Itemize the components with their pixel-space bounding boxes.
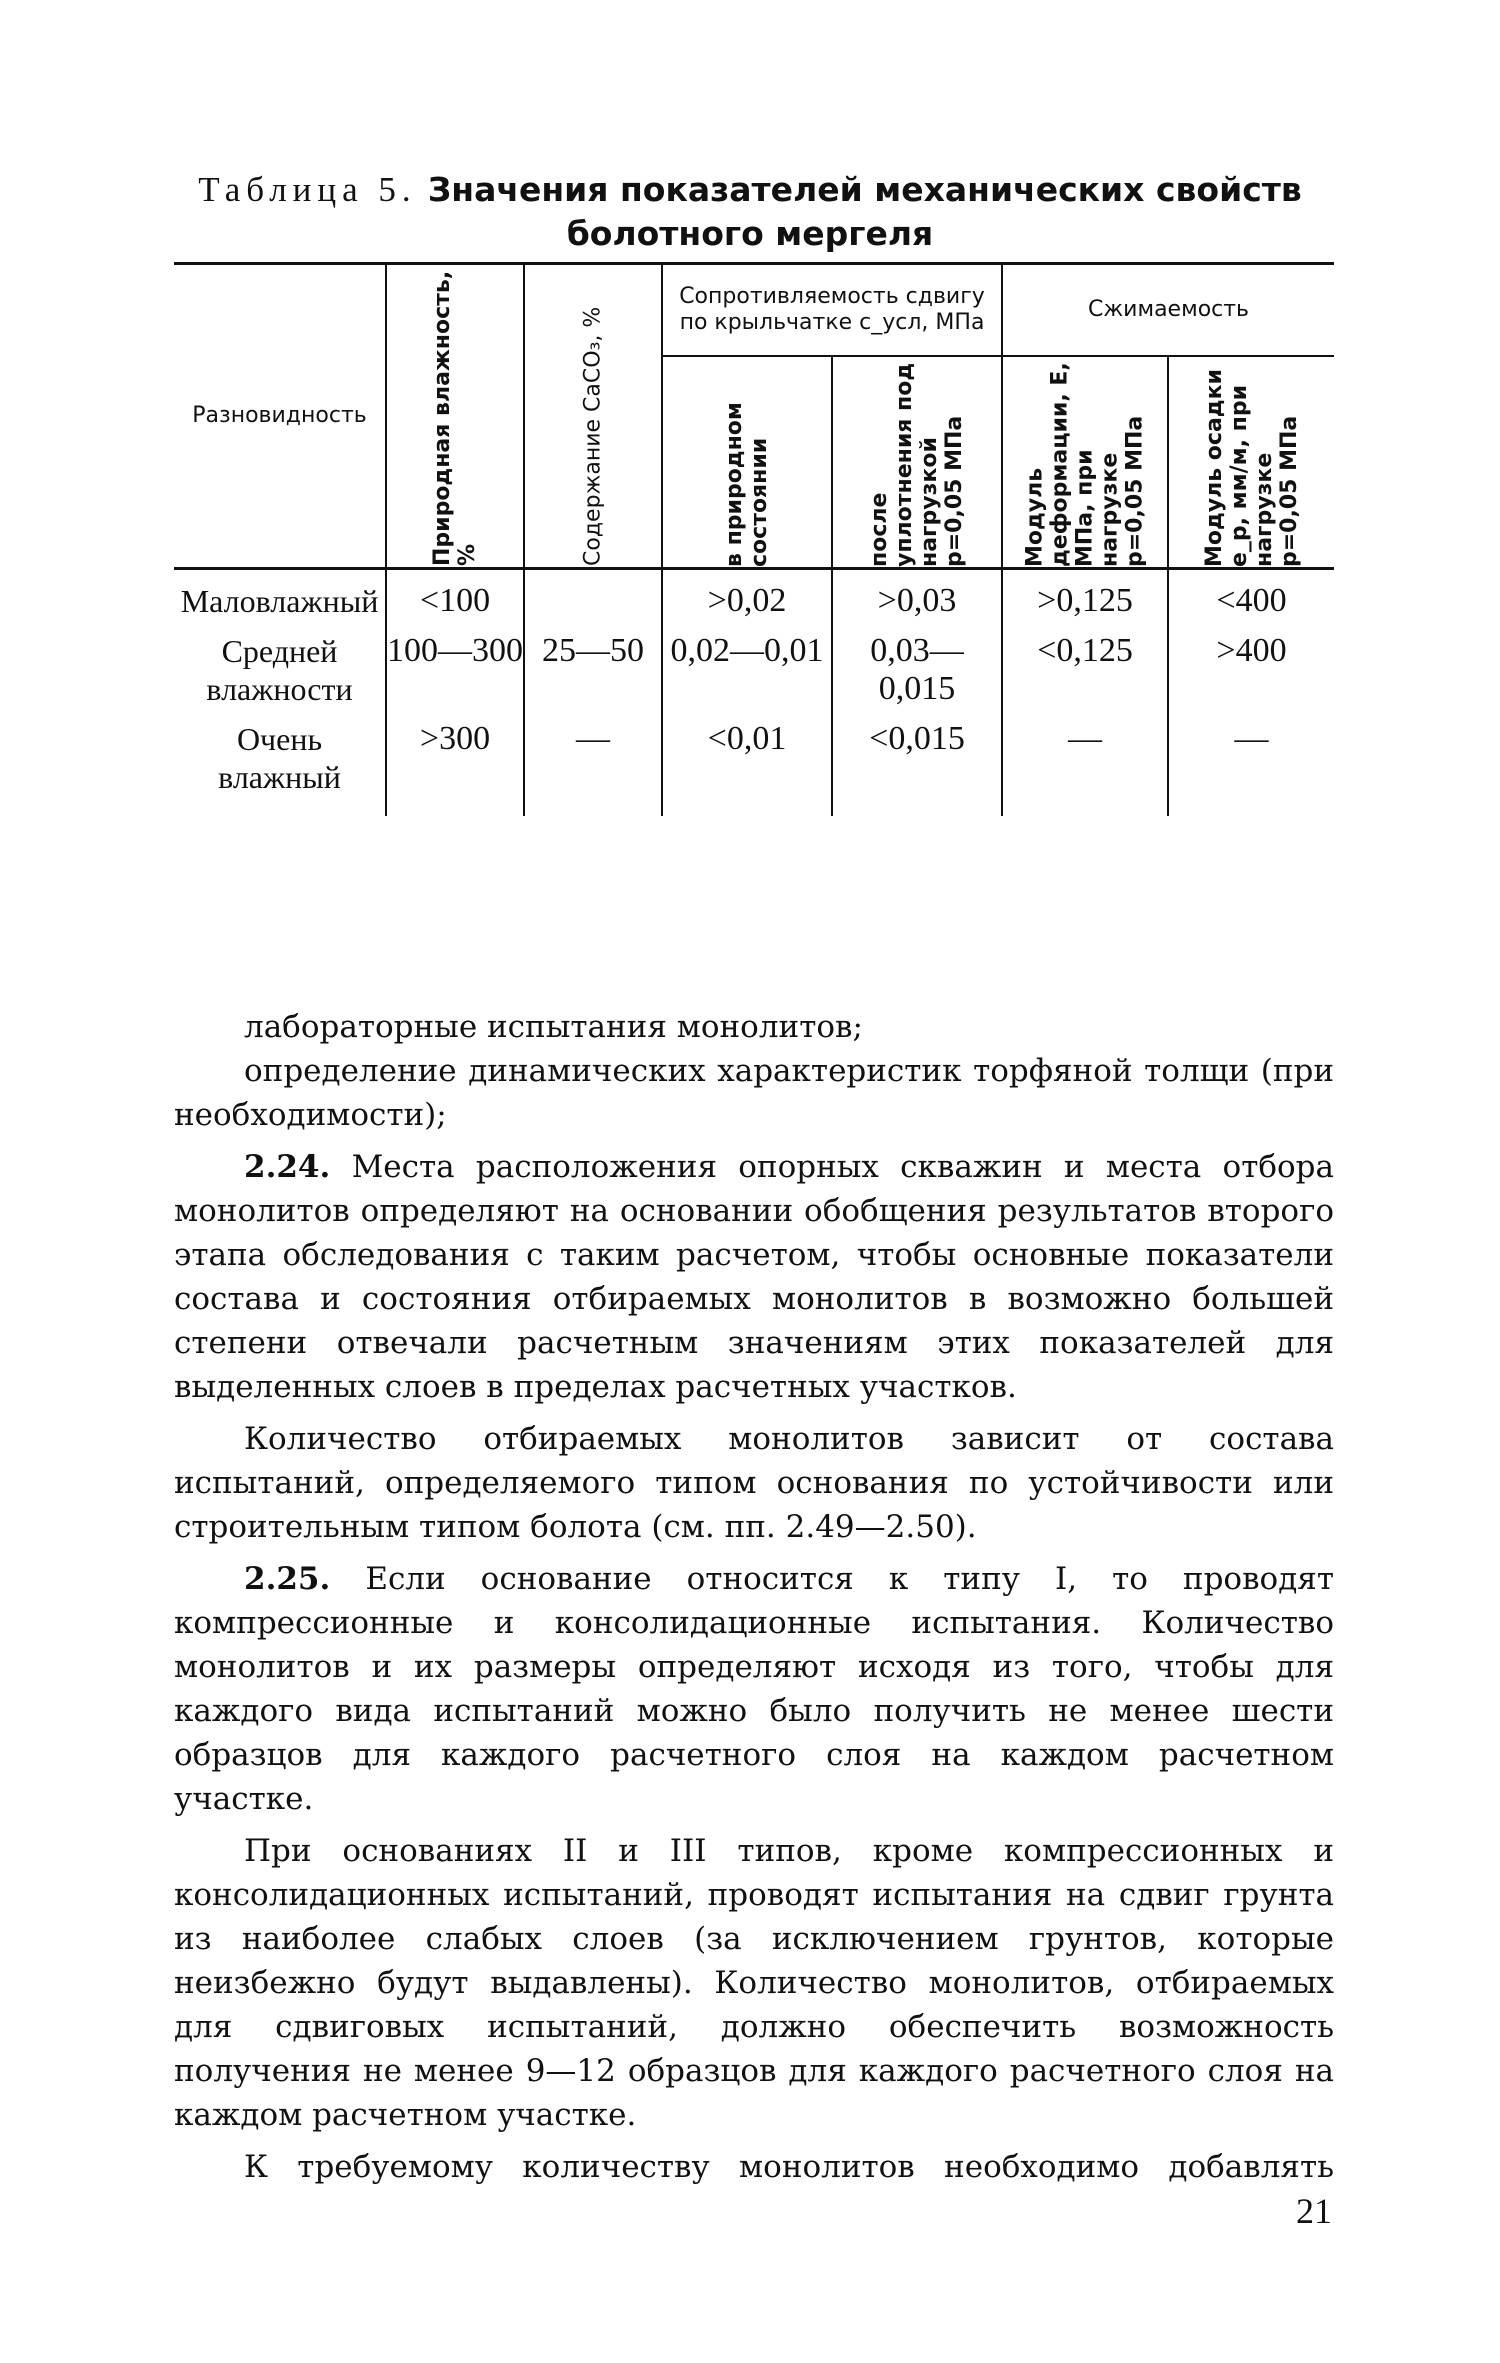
header-shear-compacted (832, 356, 1002, 569)
header-variety (174, 264, 386, 569)
header-shear-compacted-label: после уплотнения под нагрузкой p=0,05 МПа (867, 362, 967, 567)
body-text (174, 1005, 1334, 2189)
cell-shear-natural: <0,01 (662, 708, 832, 816)
header-compressibility-label: Сжимаемость (1088, 297, 1250, 322)
caption-title: Значения показателей механических свойств болотного мергеля (427, 170, 1302, 253)
cell-moisture: 100—300 (386, 620, 524, 708)
cell-shear-compacted: <0,015 (832, 708, 1002, 816)
clause-text: Если основание относится к типу I, то проводят компрессионные и консолидационные испытания. Количество монолитов и их размеры определяют исходя из того, чтобы для каждого вида испытаний можно было получить не менее шести образцов для каждого расчетного слоя на каждом расчетном участке. (174, 1561, 1334, 1817)
row-name: Средней влажности (206, 633, 353, 707)
header-shear-group (662, 264, 1002, 357)
header-shear-group-label: Сопротивляемость сдвигу по крыльчатке c_усл, МПа (679, 284, 985, 335)
cell-moisture: >300 (386, 708, 524, 816)
cell-shear-natural: 0,02—0,01 (662, 620, 832, 708)
clause-number: 2.25. (244, 1561, 331, 1597)
cell-modulus-ep: <400 (1168, 569, 1334, 621)
cell-modulus-ep: — (1168, 708, 1334, 816)
properties-table (174, 262, 1334, 816)
header-shear-natural-label: в природном состоянии (722, 402, 772, 567)
caption-lead: Таблица 5. (198, 170, 417, 209)
cell-moisture: <100 (386, 569, 524, 621)
row-name: Очень влажный (218, 721, 341, 795)
header-caco3 (524, 264, 662, 569)
table-row (174, 620, 1334, 708)
table-row (174, 569, 1334, 621)
cell-modulus-ep: >400 (1168, 620, 1334, 708)
paragraph-2-25 (174, 1557, 1334, 1821)
clause-text: Места расположения опорных скважин и места отбора монолитов определяют на основании обобщения результатов второго этапа обследования с таким расчетом, чтобы основные показатели состава и состояния отбираемых монолитов в возможно большей степени отвечали расчетным значениям этих показателей для выделенных слоев в пределах расчетных участков. (174, 1149, 1335, 1405)
header-modulus-e-label: Модуль деформации, E, МПа, при нагрузке p=0,05 МПа (1022, 362, 1148, 567)
cell-modulus-e: >0,125 (1002, 569, 1168, 621)
header-moisture-label: Природная влажность, % (430, 270, 480, 566)
header-modulus-e (1002, 356, 1168, 569)
header-modulus-ep (1168, 356, 1334, 569)
table-caption (150, 168, 1350, 256)
cell-shear-compacted: >0,03 (832, 569, 1002, 621)
paragraph: Количество отбираемых монолитов зависит от состава испытаний, определяемого типом основания по устойчивости или строительным типом болота (см. пп. 2.49—2.50). (174, 1421, 1334, 1545)
paragraph: При основаниях II и III типов, кроме компрессионных и консолидационных испытаний, проводят испытания на сдвиг грунта из наиболее слабых слоев (за исключением грунтов, которые неизбежно будут выдавлены). Количество монолитов, отбираемых для сдвиговых испытаний, должно обеспечить возможность получения не менее 9—12 образцов для каждого расчетного слоя на каждом расчетном участке. (174, 1833, 1334, 2133)
header-compressibility-group (1002, 264, 1334, 357)
cell-shear-natural: >0,02 (662, 569, 832, 621)
cell-caco3: 25—50 (524, 620, 662, 708)
paragraph: определение динамических характеристик торфяной толщи (при необходимости); (174, 1053, 1334, 1133)
clause-number: 2.24. (244, 1149, 331, 1185)
page-number: 21 (1296, 2191, 1332, 2231)
table-row (174, 708, 1334, 816)
cell-modulus-e: — (1002, 708, 1168, 816)
cell-modulus-e: <0,125 (1002, 620, 1168, 708)
paragraph-2-24 (174, 1145, 1334, 1409)
cell-caco3 (524, 569, 662, 621)
paragraph: лабораторные испытания монолитов; (244, 1009, 863, 1045)
header-moisture (386, 264, 524, 569)
cell-shear-compacted: 0,03—0,015 (832, 620, 1002, 708)
header-shear-natural (662, 356, 832, 569)
header-caco3-label: Содержание CaCO₃, % (580, 306, 606, 566)
paragraph: К требуемому количеству монолитов необходимо добавлять (244, 2149, 1334, 2185)
cell-caco3: — (524, 708, 662, 816)
row-name: Маловлажный (180, 583, 379, 619)
header-variety-label: Разновидность (192, 403, 367, 428)
header-modulus-ep-label: Модуль осадки e_p, мм/м, при нагрузке p=0,05 МПа (1201, 369, 1302, 567)
